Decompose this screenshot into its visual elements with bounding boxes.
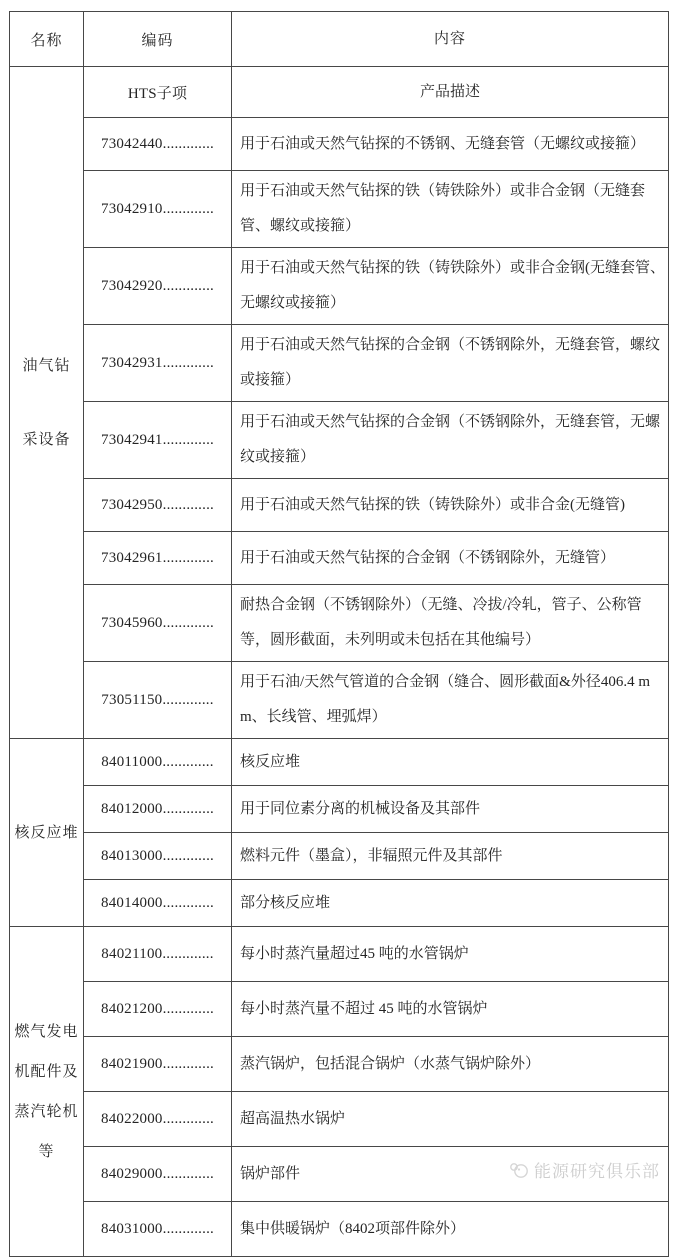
code-cell: 73042961............. bbox=[84, 532, 232, 585]
code-cell: 84021200............. bbox=[84, 982, 232, 1037]
description-cell: 每小时蒸汽量不超过 45 吨的水管锅炉 bbox=[232, 982, 669, 1037]
description-cell: 用于石油/天然气管道的合金钢（缝合、圆形截面&外径406.4 mm、长线管、埋弧焊） bbox=[232, 662, 669, 739]
description-cell: 核反应堆 bbox=[232, 739, 669, 786]
description-cell: 蒸汽锅炉，包括混合锅炉（水蒸气锅炉除外） bbox=[232, 1037, 669, 1092]
description-cell: 每小时蒸汽量超过45 吨的水管锅炉 bbox=[232, 927, 669, 982]
description-cell: 用于石油或天然气钻探的合金钢（不锈钢除外，无缝管） bbox=[232, 532, 669, 585]
description-cell: 产品描述 bbox=[232, 67, 669, 118]
table-row bbox=[10, 1092, 669, 1147]
section-name-cell bbox=[10, 739, 84, 927]
description-cell: 用于石油或天然气钻探的合金钢（不锈钢除外，无缝套管，无螺纹或接箍） bbox=[232, 402, 669, 479]
description-cell: 燃料元件（墨盒），非辐照元件及其部件 bbox=[232, 833, 669, 880]
table-row bbox=[10, 585, 669, 662]
code-cell: 84021100............. bbox=[84, 927, 232, 982]
description-cell: 部分核反应堆 bbox=[232, 880, 669, 927]
section-name bbox=[10, 355, 83, 451]
table-row bbox=[10, 786, 669, 833]
code-cell: 84011000............. bbox=[84, 739, 232, 786]
section-name-line: 核反应堆 bbox=[14, 824, 79, 841]
section-name-line: 油气钻 bbox=[22, 357, 71, 374]
table-row bbox=[10, 982, 669, 1037]
watermark-text: 能源研究俱乐部 bbox=[534, 1162, 660, 1181]
section-name bbox=[10, 822, 83, 844]
description-cell: 集中供暖锅炉（8402项部件除外） bbox=[232, 1202, 669, 1257]
section-name-cell bbox=[10, 67, 84, 739]
code-cell: 84013000............. bbox=[84, 833, 232, 880]
code-cell: 73042440............. bbox=[84, 118, 232, 171]
section-name-cell bbox=[10, 927, 84, 1257]
table-row bbox=[10, 880, 669, 927]
watermark-logo-icon bbox=[508, 1160, 530, 1180]
description-cell: 用于石油或天然气钻探的合金钢（不锈钢除外，无缝套管，螺纹或接箍） bbox=[232, 325, 669, 402]
table-row bbox=[10, 67, 669, 118]
section-name-line: 机配件及 bbox=[14, 1063, 79, 1080]
code-cell: 84029000............. bbox=[84, 1147, 232, 1202]
table-row bbox=[10, 248, 669, 325]
description-cell: 用于同位素分离的机械设备及其部件 bbox=[232, 786, 669, 833]
table-row bbox=[10, 1037, 669, 1092]
code-cell: HTS子项 bbox=[84, 67, 232, 118]
description-cell: 用于石油或天然气钻探的铁（铸铁除外）或非合金钢（无缝套管、螺纹或接箍） bbox=[232, 171, 669, 248]
table-row bbox=[10, 1202, 669, 1257]
description-cell: 用于石油或天然气钻探的铁（铸铁除外）或非合金钢(无缝套管、无螺纹或接箍） bbox=[232, 248, 669, 325]
section-name-line: 采设备 bbox=[22, 431, 71, 448]
header-content: 内容 bbox=[232, 12, 669, 67]
table-row bbox=[10, 739, 669, 786]
code-cell: 73042910............. bbox=[84, 171, 232, 248]
description-cell: 超高温热水锅炉 bbox=[232, 1092, 669, 1147]
table-row bbox=[10, 325, 669, 402]
header-code: 编码 bbox=[84, 12, 232, 67]
description-cell: 锅炉部件 bbox=[232, 1147, 669, 1202]
header-name: 名称 bbox=[10, 12, 84, 67]
table-row bbox=[10, 662, 669, 739]
table-header-row bbox=[10, 12, 669, 67]
description-cell: 用于石油或天然气钻探的铁（铸铁除外）或非合金(无缝管) bbox=[232, 479, 669, 532]
code-cell: 84012000............. bbox=[84, 786, 232, 833]
table-row bbox=[10, 479, 669, 532]
table-row bbox=[10, 402, 669, 479]
code-cell: 73042931............. bbox=[84, 325, 232, 402]
code-cell: 73042950............. bbox=[84, 479, 232, 532]
section-name-line: 蒸汽轮机 bbox=[14, 1103, 79, 1120]
code-cell: 84014000............. bbox=[84, 880, 232, 927]
table-row bbox=[10, 833, 669, 880]
description-cell: 耐热合金钢（不锈钢除外）（无缝、冷拔/冷轧，管子、公称管等，圆形截面，未列明或未包括在其他编号） bbox=[232, 585, 669, 662]
section-name bbox=[10, 1021, 83, 1163]
table-row bbox=[10, 532, 669, 585]
section-name-line: 燃气发电 bbox=[14, 1023, 79, 1040]
table-body bbox=[10, 12, 669, 1257]
code-cell: 73042941............. bbox=[84, 402, 232, 479]
description-cell: 用于石油或天然气钻探的不锈钢、无缝套管（无螺纹或接箍） bbox=[232, 118, 669, 171]
section-name-line: 等 bbox=[38, 1143, 55, 1160]
code-cell: 73045960............. bbox=[84, 585, 232, 662]
table-row bbox=[10, 171, 669, 248]
code-cell: 84021900............. bbox=[84, 1037, 232, 1092]
code-cell: 73042920............. bbox=[84, 248, 232, 325]
table-row bbox=[10, 927, 669, 982]
table-row bbox=[10, 118, 669, 171]
hts-code-table bbox=[9, 11, 669, 1257]
code-cell: 84022000............. bbox=[84, 1092, 232, 1147]
code-cell: 73051150............. bbox=[84, 662, 232, 739]
code-cell: 84031000............. bbox=[84, 1202, 232, 1257]
watermark bbox=[508, 1157, 660, 1182]
